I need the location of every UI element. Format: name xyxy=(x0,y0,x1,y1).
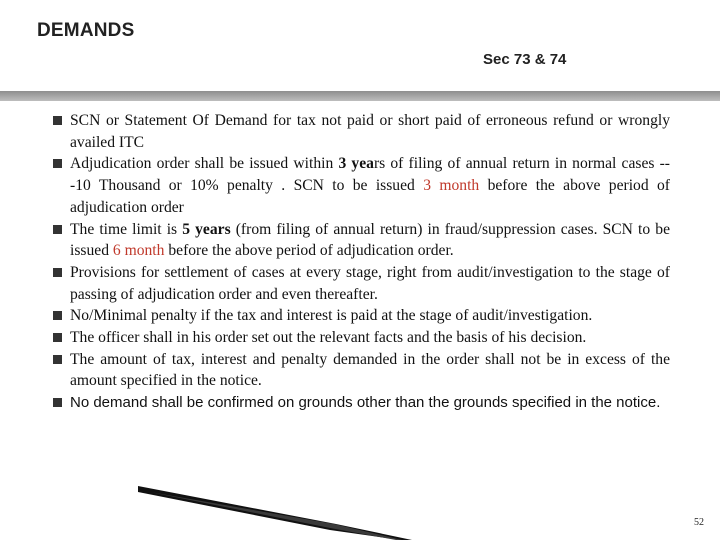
header-divider xyxy=(0,91,720,101)
square-bullet-icon xyxy=(53,311,62,320)
list-item xyxy=(52,305,670,327)
square-bullet-icon xyxy=(53,116,62,125)
square-bullet-icon xyxy=(53,159,62,168)
emphasized-text: 5 years xyxy=(182,220,231,238)
list-item xyxy=(52,392,670,414)
section-reference: Sec 73 & 74 xyxy=(483,51,567,68)
square-bullet-icon xyxy=(53,355,62,364)
item-text: rs of filing of annual return in normal cases ---10 Thousand or 10% penalty . SCN to be issued xyxy=(70,155,670,195)
item-text: The officer shall in his order set out the relevant facts and the basis of his decision. xyxy=(70,329,587,347)
page-number: 52 xyxy=(694,517,704,528)
list-item xyxy=(52,262,670,305)
highlighted-text: 6 month xyxy=(112,242,165,260)
item-text: No/Minimal penalty if the tax and interest is paid at the stage of audit/investigation. xyxy=(70,307,593,325)
item-text: The time limit is xyxy=(70,220,183,238)
item-text: before the above period of adjudication order. xyxy=(164,242,454,260)
highlighted-text: 3 month xyxy=(423,177,480,195)
item-text: SCN or Statement Of Demand for tax not paid or short paid of erroneous refund or wrongly availed ITC xyxy=(70,112,670,151)
square-bullet-icon xyxy=(53,333,62,342)
square-bullet-icon xyxy=(53,225,62,234)
emphasized-text: 3 yea xyxy=(338,155,374,173)
item-text: Provisions for settlement of cases at every stage, right from audit/investigation to the stage of passing of adjudication order and even thereafter. xyxy=(70,263,670,303)
item-text: The amount of tax, interest and penalty demanded in the order shall not be in excess of the amount specified in the notice. xyxy=(70,350,670,390)
slide-title: DEMANDS xyxy=(37,20,135,41)
bullet-list xyxy=(52,110,670,414)
item-text: No demand shall be confirmed on grounds other than the grounds specified in the notice. xyxy=(70,394,661,412)
list-item xyxy=(52,219,670,262)
list-item xyxy=(52,153,670,218)
list-item xyxy=(52,327,670,349)
list-item xyxy=(52,110,670,153)
square-bullet-icon xyxy=(53,398,62,407)
item-text: (from filing of annual return) in fraud/suppression cases. SCN to be issued xyxy=(70,220,670,260)
square-bullet-icon xyxy=(53,268,62,277)
list-item xyxy=(52,349,670,392)
item-text: before the above period of adjudication order xyxy=(70,177,670,216)
item-text: Adjudication order shall be issued within xyxy=(70,155,339,173)
